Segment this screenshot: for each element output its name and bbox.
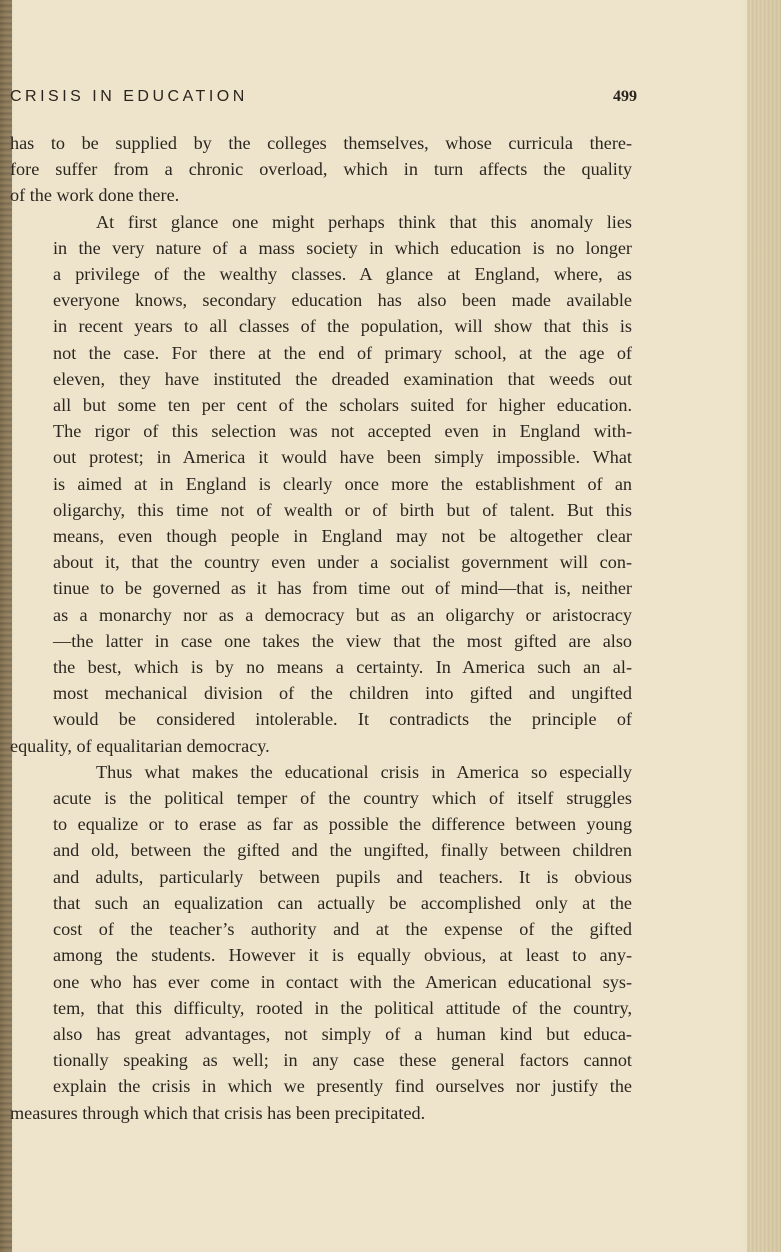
text-line: fore suffer from a chronic overload, which in turn affects the quality xyxy=(10,159,632,180)
running-head xyxy=(10,88,637,112)
text-line: explain the crisis in which we presently find ourselves nor justify the xyxy=(53,1076,632,1097)
text-line: means, even though people in England may not be altogether clear xyxy=(53,526,632,547)
text-line: that such an equalization can actually be accomplished only at the xyxy=(53,892,632,913)
text-line: most mechanical division of the children into gifted and ungifted xyxy=(53,683,632,704)
paragraph xyxy=(10,130,632,209)
text-line: and old, between the gifted and the ungifted, finally between children xyxy=(53,840,632,861)
text-line: in recent years to all classes of the population, will show that this is xyxy=(53,316,632,337)
page-edge xyxy=(747,0,781,1252)
text-line: all but some ten per cent of the scholars suited for higher education. xyxy=(53,395,632,416)
text-line: everyone knows, secondary education has also been made available xyxy=(53,290,632,311)
text-line: to equalize or to erase as far as possible the difference between young xyxy=(53,814,632,835)
text-line: —the latter in case one takes the view that the most gifted are also xyxy=(53,630,632,651)
page-number: 499 xyxy=(613,88,637,105)
text-line: in the very nature of a mass society in which education is no longer xyxy=(53,237,632,258)
text-line: one who has ever come in contact with the American educational sys- xyxy=(53,971,632,992)
text-line: At first glance one might perhaps think that this anomaly lies xyxy=(96,211,632,232)
text-line: cost of the teacher’s authority and at the expense of the gifted xyxy=(53,919,632,940)
text-line: is aimed at in England is clearly once more the establishment of an xyxy=(53,473,632,494)
text-line: Thus what makes the educational crisis in America so especially xyxy=(96,761,632,782)
running-title: CRISIS IN EDUCATION xyxy=(10,88,248,105)
text-line: The rigor of this selection was not accepted even in England with- xyxy=(53,421,632,442)
body-text xyxy=(10,130,632,1126)
text-line: has to be supplied by the colleges themselves, whose curricula there- xyxy=(10,133,632,153)
text-line: a privilege of the wealthy classes. A glance at England, where, as xyxy=(53,264,632,285)
text-line: also has great advantages, not simply of a human kind but educa- xyxy=(53,1023,632,1044)
text-line: the best, which is by no means a certainty. In America such an al- xyxy=(53,657,632,678)
text-line: would be considered intolerable. It contradicts the principle of xyxy=(53,709,632,730)
text-line: equality, of equalitarian democracy. xyxy=(10,735,270,756)
text-line: measures through which that crisis has been precipitated. xyxy=(10,1102,426,1123)
paragraph xyxy=(10,209,632,759)
text-line: among the students. However it is equally obvious, at least to any- xyxy=(53,945,632,966)
text-line: tionally speaking as well; in any case these general factors cannot xyxy=(53,1050,632,1071)
text-line: not the case. For there at the end of primary school, at the age of xyxy=(53,342,632,363)
text-line: acute is the political temper of the country which of itself struggles xyxy=(53,788,632,809)
text-line: out protest; in America it would have been simply impossible. What xyxy=(53,447,632,468)
text-line: of the work done there. xyxy=(10,185,180,206)
text-line: oligarchy, this time not of wealth or of birth but of talent. But this xyxy=(53,499,632,520)
text-line: tem, that this difficulty, rooted in the political attitude of the country, xyxy=(53,997,632,1018)
text-line: as a monarchy nor as a democracy but as an oligarchy or aristocracy xyxy=(53,604,632,625)
paragraph xyxy=(10,759,632,1126)
text-line: and adults, particularly between pupils and teachers. It is obvious xyxy=(53,866,632,887)
text-line: eleven, they have instituted the dreaded examination that weeds out xyxy=(53,368,632,389)
text-line: tinue to be governed as it has from time out of mind—that is, neither xyxy=(53,578,632,599)
text-line: about it, that the country even under a socialist government will con- xyxy=(53,552,632,573)
